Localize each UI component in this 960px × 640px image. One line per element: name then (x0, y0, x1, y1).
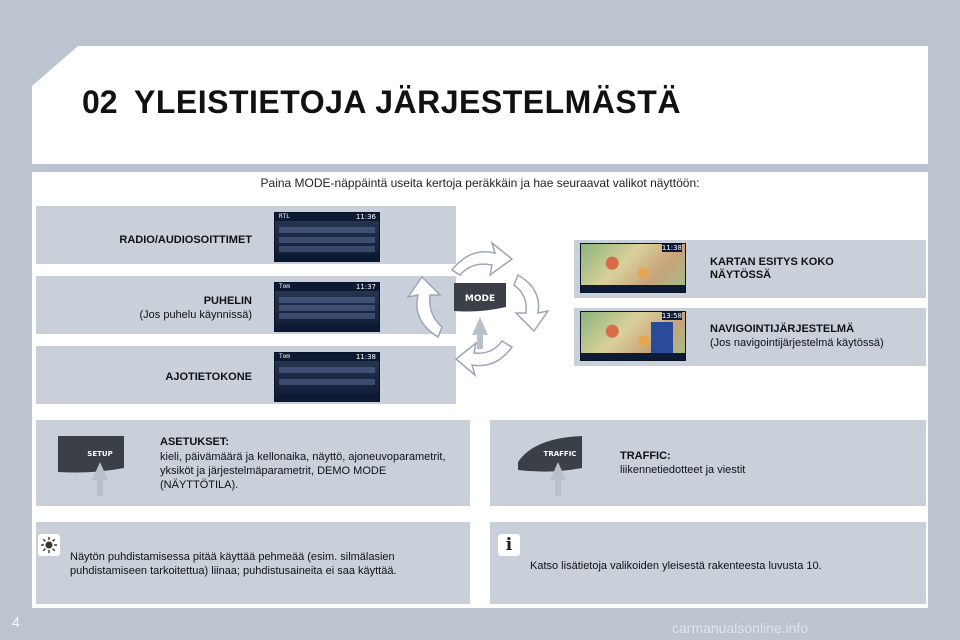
radio-screen (274, 212, 380, 262)
setup-description: kieli, päivämäärä ja kellonaika, näyttö, ajoneuvoparametrit, yksiköt ja järjestelmäparametrit, DEMO MODE (NÄYTTÖTILA). (160, 451, 446, 491)
cycle-arrow-bottom (456, 341, 512, 375)
computer-screen (274, 352, 380, 402)
navigation-title: NAVIGOINTIJÄRJESTELMÄ (710, 323, 855, 335)
computer-screen-source: Tom (275, 353, 379, 361)
setup-key (56, 434, 128, 498)
navigation-screen-clock: 13:58 (661, 312, 682, 320)
traffic-title: TRAFFIC: (620, 450, 671, 462)
mode-key-label: MODE (464, 294, 496, 304)
phone-screen-source: Tom (275, 283, 379, 291)
radio-title: RADIO/AUDIOSOITTIMET (119, 234, 252, 246)
page-title: YLEISTIETOJA JÄRJESTELMÄSTÄ (134, 84, 681, 120)
phone-title: PUHELIN (203, 295, 252, 307)
cycle-arrow-right (514, 275, 548, 331)
info-icon: i (498, 534, 520, 556)
computer-screen-clock: 11:38 (355, 353, 376, 361)
traffic-key-label: TRAFFIC (543, 450, 577, 458)
chapter-number: 02 (82, 84, 118, 120)
cycle-arrow-left (408, 277, 442, 337)
map-screen (580, 243, 686, 293)
cycle-arrow-top (452, 243, 512, 275)
computer-title: AJOTIETOKONE (165, 371, 252, 383)
phone-subtitle: (Jos puhelu käynnissä) (139, 309, 252, 321)
phone-screen-clock: 11:37 (355, 283, 376, 291)
info-note: Katso lisätietoja valikoiden yleisestä rakenteesta luvusta 10. (530, 560, 822, 572)
watermark: carmanualsonline.info (672, 620, 809, 636)
map-screen-clock: 11:38 (661, 244, 682, 252)
traffic-key (514, 434, 586, 498)
sun-icon (38, 534, 60, 556)
phone-screen (274, 282, 380, 332)
navigation-screen (580, 311, 686, 361)
cleaning-note: Näytön puhdistamisessa pitää käyttää pehmeää (esim. silmälasien puhdistamiseen tarkoitettua) liinaa; puhdistusaineita ei saa käyttää. (70, 551, 397, 577)
navigation-subtitle: (Jos navigointijärjestelmä käytössä) (710, 337, 884, 349)
mode-cycle-diagram (400, 225, 560, 385)
traffic-description: liikennetiedotteet ja viestit (620, 464, 746, 476)
intro-text: Paina MODE-näppäintä useita kertoja peräkkäin ja hae seuraavat valikot näyttöön: (260, 176, 700, 190)
setup-title: ASETUKSET: (160, 436, 230, 448)
radio-screen-source: RTL (275, 213, 379, 221)
map-title: KARTAN ESITYS KOKO NÄYTÖSSÄ (710, 256, 834, 281)
radio-screen-clock: 11:36 (355, 213, 376, 221)
page-number: 4 (12, 614, 20, 630)
setup-key-label: SETUP (87, 450, 113, 458)
